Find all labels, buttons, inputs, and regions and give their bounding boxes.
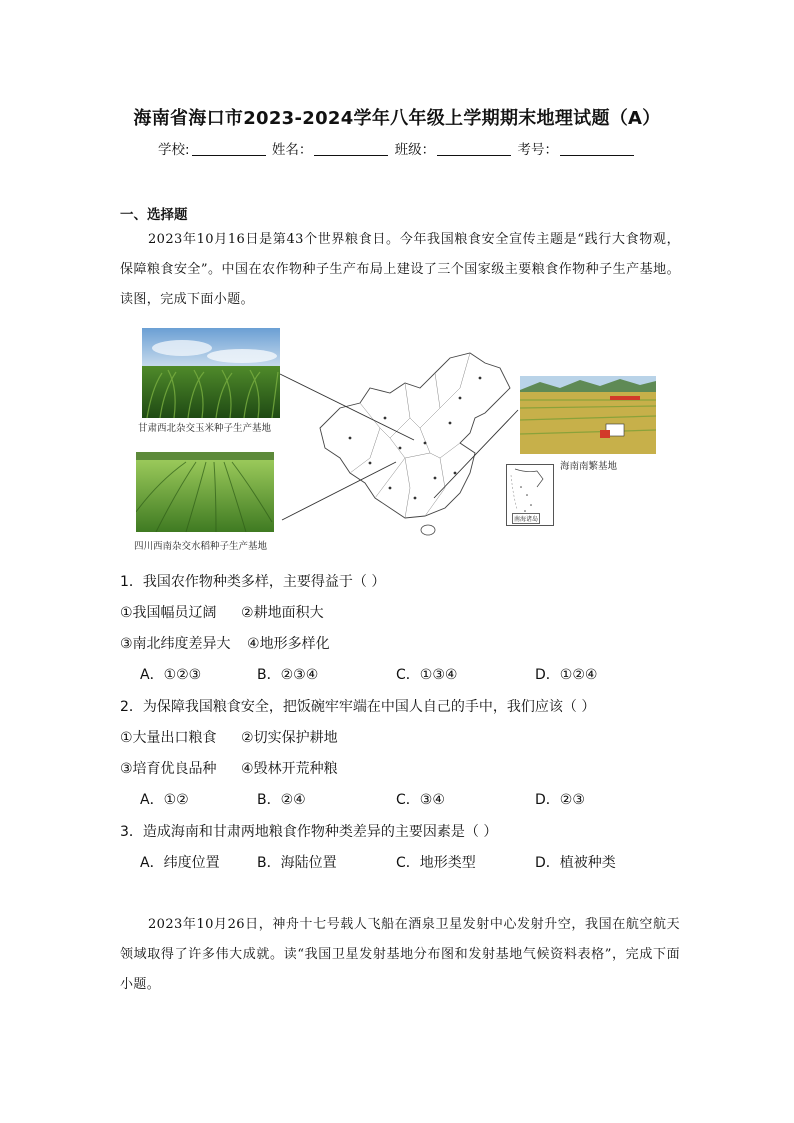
statement-4: ④毁林开荒种粮 xyxy=(241,761,338,777)
choice-a[interactable]: A．纬度位置 xyxy=(140,855,220,871)
caption-sichuan: 四川西南杂交水稻种子生产基地 xyxy=(134,541,268,552)
page-title: 海南省海口市2023-2024学年八年级上学期期末地理试题（A） xyxy=(133,108,661,129)
school-blank[interactable] xyxy=(192,141,266,156)
passage-shenzhou: 2023年10月26日，神舟十七号载人飞船在酒泉卫星发射中心发射升空，我国在航空航天领域取得了许多伟大成就。读“我国卫星发射基地分布图和发射基地气候资料表格”，完成下面小题。 xyxy=(120,917,680,992)
name-blank[interactable] xyxy=(314,141,388,156)
question-2-stem: 2．为保障我国粮食安全，把饭碗牢牢端在中国人自己的手中，我们应该（ ） xyxy=(120,699,596,715)
choice-a[interactable]: A．①② xyxy=(140,792,189,808)
question-1-statements-b xyxy=(120,633,350,653)
statement-1: ①大量出口粮食 xyxy=(120,730,217,746)
statement-3: ③南北纬度差异大 xyxy=(120,636,231,652)
inset-south-sea xyxy=(506,464,554,526)
question-1-stem: 1．我国农作物种类多样，主要得益于（ ） xyxy=(120,574,386,590)
choice-b[interactable]: B．②③④ xyxy=(257,667,319,683)
question-2-statements-b xyxy=(120,758,358,778)
choice-c[interactable]: C．③④ xyxy=(396,792,445,808)
figure-seed-bases xyxy=(134,322,664,557)
class-label: 班级： xyxy=(394,142,436,158)
statement-4: ④地形多样化 xyxy=(247,636,330,652)
choice-d[interactable]: D．①②④ xyxy=(535,667,598,683)
statement-3: ③培育优良品种 xyxy=(120,761,217,777)
class-blank[interactable] xyxy=(437,141,511,156)
question-2-statements-a xyxy=(120,727,358,747)
question-3-stem: 3．造成海南和甘肃两地粮食作物种类差异的主要因素是（ ） xyxy=(120,824,498,840)
inset-label: 南海诸岛 xyxy=(512,513,540,524)
photo-hainan-harvest xyxy=(520,376,656,454)
choice-d[interactable]: D．②③ xyxy=(535,792,585,808)
caption-hainan: 海南南繁基地 xyxy=(560,461,618,472)
school-label: 学校: xyxy=(158,142,190,158)
statement-1: ①我国幅员辽阔 xyxy=(120,605,217,621)
choice-c[interactable]: C．地形类型 xyxy=(396,855,476,871)
statement-2: ②耕地面积大 xyxy=(241,605,324,621)
choice-b[interactable]: B．海陆位置 xyxy=(257,855,337,871)
student-info-row xyxy=(0,138,794,158)
passage-food-day: 2023年10月16日是第43个世界粮食日。今年我国粮食安全宣传主题是“践行大食物观，保障粮食安全”。中国在农作物种子生产布局上建设了三个国家级主要粮食作物种子生产基地。读图，完成下面小题。 xyxy=(120,232,680,307)
question-1-statements-a xyxy=(120,602,344,622)
section-heading: 一、选择题 xyxy=(120,207,188,223)
choice-c[interactable]: C．①③④ xyxy=(396,667,458,683)
choice-d[interactable]: D．植被种类 xyxy=(535,855,616,871)
statement-2: ②切实保护耕地 xyxy=(241,730,338,746)
name-label: 姓名： xyxy=(271,142,313,158)
number-blank[interactable] xyxy=(560,141,634,156)
choice-b[interactable]: B．②④ xyxy=(257,792,306,808)
caption-gansu: 甘肃西北杂交玉米种子生产基地 xyxy=(138,423,272,434)
choice-a[interactable]: A．①②③ xyxy=(140,667,202,683)
number-label: 考号： xyxy=(517,142,558,158)
